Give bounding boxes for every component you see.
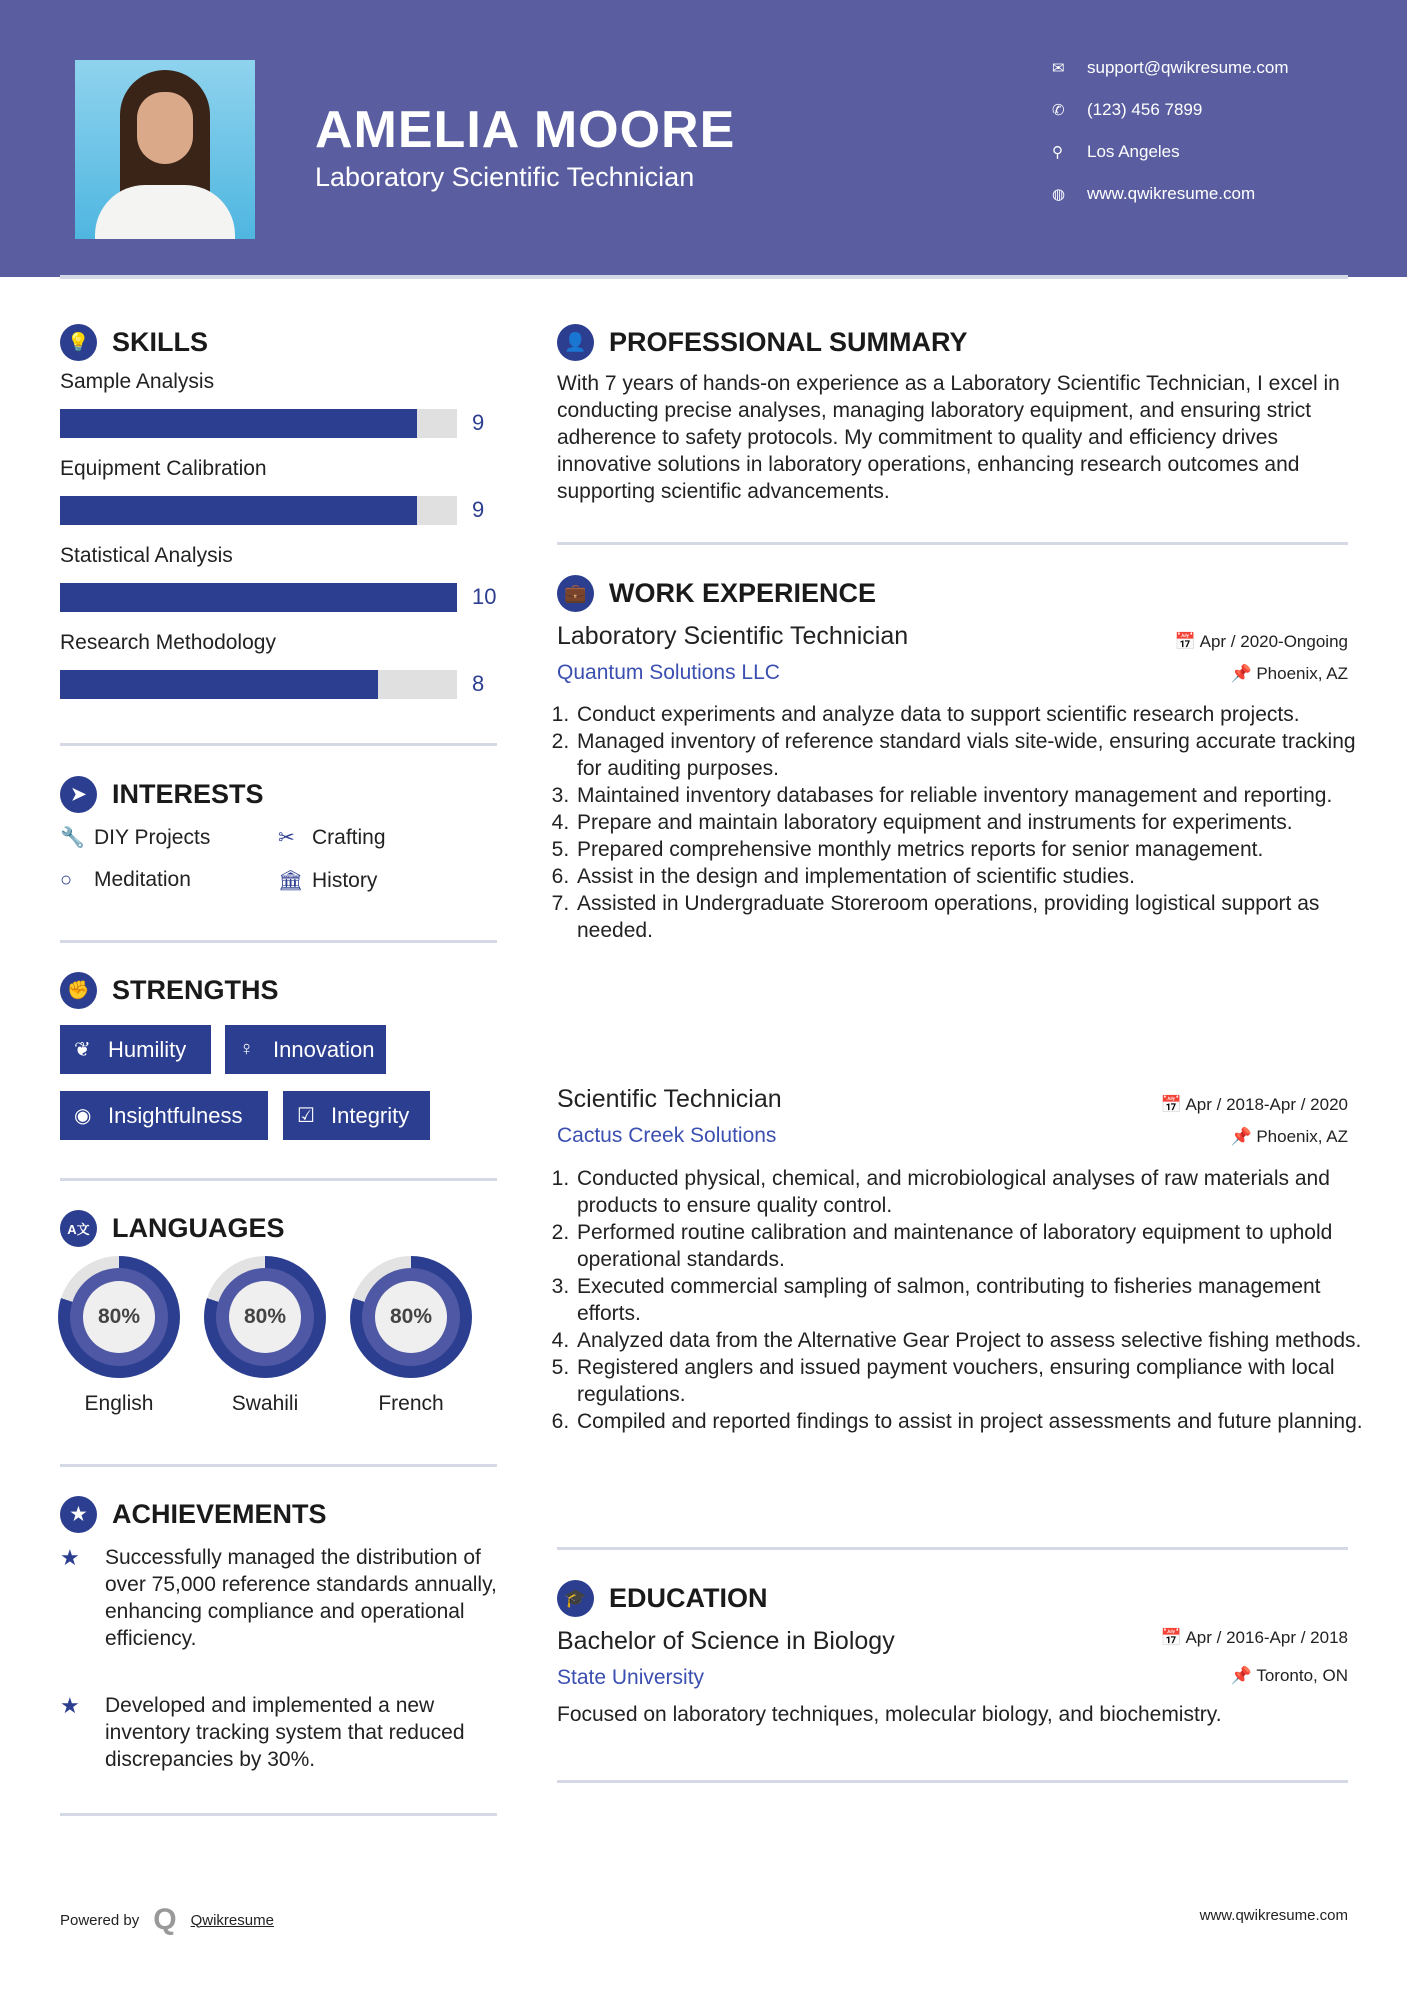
heading-text: INTERESTS — [112, 779, 264, 809]
education-heading — [557, 1580, 768, 1617]
education-dates — [1161, 1628, 1349, 1648]
language-name: English — [84, 1392, 154, 1415]
skill-bar-fill — [60, 583, 457, 612]
leaf-icon: ❦ — [74, 1039, 91, 1061]
paper-plane-icon: ➤ — [60, 776, 97, 813]
skill-value: 8 — [472, 671, 485, 696]
pushpin-icon: 📌 — [1230, 1127, 1257, 1146]
contact-location — [1052, 142, 1180, 162]
job-location — [1230, 664, 1348, 684]
calendar-icon: 📅 — [1160, 1095, 1186, 1114]
interest-label: Crafting — [312, 825, 386, 849]
dates-text: Apr / 2016-Apr / 2018 — [1185, 1628, 1348, 1647]
divider — [557, 1547, 1348, 1550]
achievement-item — [60, 1544, 497, 1652]
pushpin-icon: 📌 — [1230, 664, 1257, 683]
summary-text: With 7 years of hands-on experience as a Laboratory Scientific Technician, I excel in conducting precise analyses, managing laboratory equipment, and ensuring strict adherence to safety protocols. My commitment to quality and efficiency drives innovative solutions in laboratory operations, enhancing research outcomes and supporting scientific advancements. — [557, 372, 1340, 503]
contact-website[interactable] — [1052, 184, 1255, 204]
job-bullet: 3. Executed commercial sampling of salmon, contributing to fisheries management efforts. — [575, 1273, 1367, 1327]
contact-phone[interactable] — [1052, 100, 1202, 120]
heading-text: STRENGTHS — [112, 975, 279, 1005]
interest-item — [278, 825, 386, 850]
experience-heading — [557, 575, 876, 612]
skill-label: Equipment Calibration — [60, 457, 267, 480]
strength-label: Humility — [108, 1036, 187, 1062]
phone-icon: ✆ — [1052, 102, 1065, 119]
dates-text: Apr / 2020-Ongoing — [1199, 632, 1348, 651]
divider — [60, 1178, 497, 1181]
contact-text: support@qwikresume.com — [1087, 58, 1289, 77]
heading-text: WORK EXPERIENCE — [609, 578, 877, 608]
job-bullet: 5. Prepared comprehensive monthly metrics reports for senior management. — [575, 836, 1367, 863]
achievement-text: Successfully managed the distribution of over 75,000 reference standards annually, enhancing compliance and operational efficiency. — [105, 1546, 497, 1650]
star-icon: ★ — [60, 1693, 80, 1718]
education-description: Focused on laboratory techniques, molecular biology, and biochemistry. — [557, 1703, 1222, 1726]
skill-label: Statistical Analysis — [60, 544, 233, 567]
divider — [557, 542, 1348, 545]
language-icon: A文 — [60, 1210, 97, 1247]
achievement-text: Developed and implemented a new inventory tracking system that reduced discrepancies by 30%. — [105, 1694, 465, 1771]
company-name: Cactus Creek Solutions — [557, 1124, 777, 1147]
star-icon: ★ — [60, 1545, 80, 1570]
strength-label: Integrity — [331, 1102, 410, 1128]
profile-photo — [75, 60, 255, 239]
language-donut — [58, 1256, 180, 1378]
language-name: French — [378, 1392, 444, 1415]
skill-bar — [60, 670, 457, 699]
contact-email[interactable] — [1052, 58, 1289, 78]
map-pin-icon: ⚲ — [1052, 144, 1063, 161]
check-square-icon: ☑ — [297, 1105, 315, 1127]
job-bullet: 1. Conducted physical, chemical, and microbiological analyses of raw materials and products to ensure quality control. — [575, 1165, 1367, 1219]
fist-icon: ✊ — [60, 972, 97, 1009]
job-title: Scientific Technician — [557, 1085, 782, 1113]
job-dates — [1161, 1095, 1349, 1115]
job-location — [1230, 1127, 1348, 1147]
footer-url[interactable]: www.qwikresume.com — [1199, 1907, 1348, 1924]
divider — [60, 940, 497, 943]
divider — [60, 275, 1348, 279]
interests-heading — [60, 776, 264, 813]
language-name: Swahili — [231, 1392, 299, 1415]
languages-heading — [60, 1210, 285, 1247]
strength-tag — [225, 1025, 386, 1074]
strength-label: Innovation — [273, 1036, 375, 1062]
job-title: Laboratory Scientific Technician — [557, 622, 909, 650]
divider — [60, 1813, 497, 1816]
lightbulb-icon: ♀ — [239, 1038, 254, 1060]
divider — [60, 743, 497, 746]
divider — [557, 1780, 1348, 1783]
location-text: Phoenix, AZ — [1256, 1127, 1348, 1146]
language-percent: 80% — [375, 1281, 447, 1353]
scissors-icon: ✂ — [278, 827, 295, 849]
strength-tag — [283, 1091, 430, 1140]
language-percent: 80% — [83, 1281, 155, 1353]
job-bullet: 5. Registered anglers and issued payment vouchers, ensuring compliance with local regulations. — [575, 1354, 1367, 1408]
interest-item — [60, 868, 191, 892]
user-icon: 👤 — [557, 324, 594, 361]
interest-label: DIY Projects — [94, 825, 211, 849]
job-bullet: 7. Assisted in Undergraduate Storeroom operations, providing logistical support as needed. — [575, 890, 1367, 944]
language-donut — [350, 1256, 472, 1378]
heading-text: PROFESSIONAL SUMMARY — [609, 327, 968, 357]
brand-link[interactable]: Qwikresume — [190, 1911, 274, 1929]
contact-text: (123) 456 7899 — [1087, 100, 1203, 119]
achievement-item — [60, 1692, 497, 1773]
heading-text: EDUCATION — [609, 1583, 768, 1613]
skill-value: 10 — [472, 584, 497, 609]
candidate-title: Laboratory Scientific Technician — [315, 162, 695, 192]
skill-bar — [60, 583, 457, 612]
qwikresume-logo-icon: Q — [153, 1903, 177, 1936]
circle-icon: ○ — [60, 868, 73, 891]
job-bullet: 3. Maintained inventory databases for reliable inventory management and reporting. — [575, 782, 1367, 809]
powered-by-text: Powered by — [60, 1911, 140, 1929]
dates-text: Apr / 2018-Apr / 2020 — [1185, 1095, 1348, 1114]
interest-label: History — [312, 868, 378, 892]
skills-heading — [60, 324, 208, 361]
education-location — [1231, 1666, 1348, 1686]
skill-bar-fill — [60, 496, 417, 525]
briefcase-icon: 💼 — [557, 575, 594, 612]
job-bullet: 2. Managed inventory of reference standard vials site-wide, ensuring accurate tracking for auditing purposes. — [575, 728, 1367, 782]
skill-bar-fill — [60, 409, 417, 438]
language-percent: 80% — [229, 1281, 301, 1353]
job-bullet: 6. Compiled and reported findings to assist in project assessments and future planning. — [575, 1408, 1367, 1435]
language-donut — [204, 1256, 326, 1378]
location-text: Toronto, ON — [1256, 1666, 1348, 1685]
eye-icon: ◉ — [74, 1105, 92, 1127]
interest-item — [278, 868, 377, 893]
location-text: Phoenix, AZ — [1256, 664, 1348, 683]
company-name: Quantum Solutions LLC — [557, 661, 780, 684]
skill-label: Research Methodology — [60, 631, 276, 654]
skill-value: 9 — [472, 497, 485, 522]
contact-text: www.qwikresume.com — [1087, 184, 1256, 203]
calendar-icon: 📅 — [1174, 632, 1200, 651]
degree: Bachelor of Science in Biology — [557, 1627, 895, 1655]
star-badge-icon: ★ — [60, 1496, 97, 1533]
strength-tag — [60, 1025, 211, 1074]
museum-icon: 🏛 — [278, 870, 304, 892]
job-bullet: 4. Prepare and maintain laboratory equipment and instruments for experiments. — [575, 809, 1367, 836]
job-bullets — [557, 701, 1367, 944]
school: State University — [557, 1666, 705, 1689]
interest-item — [60, 825, 210, 850]
heading-text: LANGUAGES — [112, 1213, 285, 1243]
calendar-icon: 📅 — [1160, 1628, 1186, 1647]
contact-text: Los Angeles — [1087, 142, 1180, 161]
divider — [60, 1464, 497, 1467]
skill-bar-fill — [60, 670, 378, 699]
interest-label: Meditation — [94, 868, 191, 891]
job-bullet: 2. Performed routine calibration and maintenance of laboratory equipment to uphold operational standards. — [575, 1219, 1367, 1273]
job-bullet: 1. Conduct experiments and analyze data to support scientific research projects. — [575, 701, 1367, 728]
footer-powered — [60, 1903, 274, 1937]
heading-text: SKILLS — [112, 327, 209, 357]
strength-label: Insightfulness — [108, 1102, 243, 1128]
skill-bar — [60, 496, 457, 525]
job-dates — [1175, 632, 1348, 652]
strength-tag — [60, 1091, 268, 1140]
wrench-icon: 🔧 — [60, 827, 85, 849]
heading-text: ACHIEVEMENTS — [112, 1499, 327, 1529]
graduate-icon: 🎓 — [557, 1580, 594, 1617]
job-bullet: 4. Analyzed data from the Alternative Gear Project to assess selective fishing methods. — [575, 1327, 1367, 1354]
lightbulb-icon: 💡 — [60, 324, 97, 361]
strengths-heading — [60, 972, 279, 1009]
skill-value: 9 — [472, 410, 485, 435]
globe-icon: ◍ — [1052, 186, 1066, 203]
skill-label: Sample Analysis — [60, 370, 215, 393]
pushpin-icon: 📌 — [1230, 1666, 1257, 1685]
envelope-icon: ✉ — [1052, 60, 1065, 77]
skill-bar — [60, 409, 457, 438]
achievements-heading — [60, 1496, 327, 1533]
job-bullet: 6. Assist in the design and implementation of scientific studies. — [575, 863, 1367, 890]
job-bullets — [557, 1165, 1367, 1435]
summary-heading — [557, 324, 968, 361]
candidate-name: AMELIA MOORE — [315, 101, 736, 159]
